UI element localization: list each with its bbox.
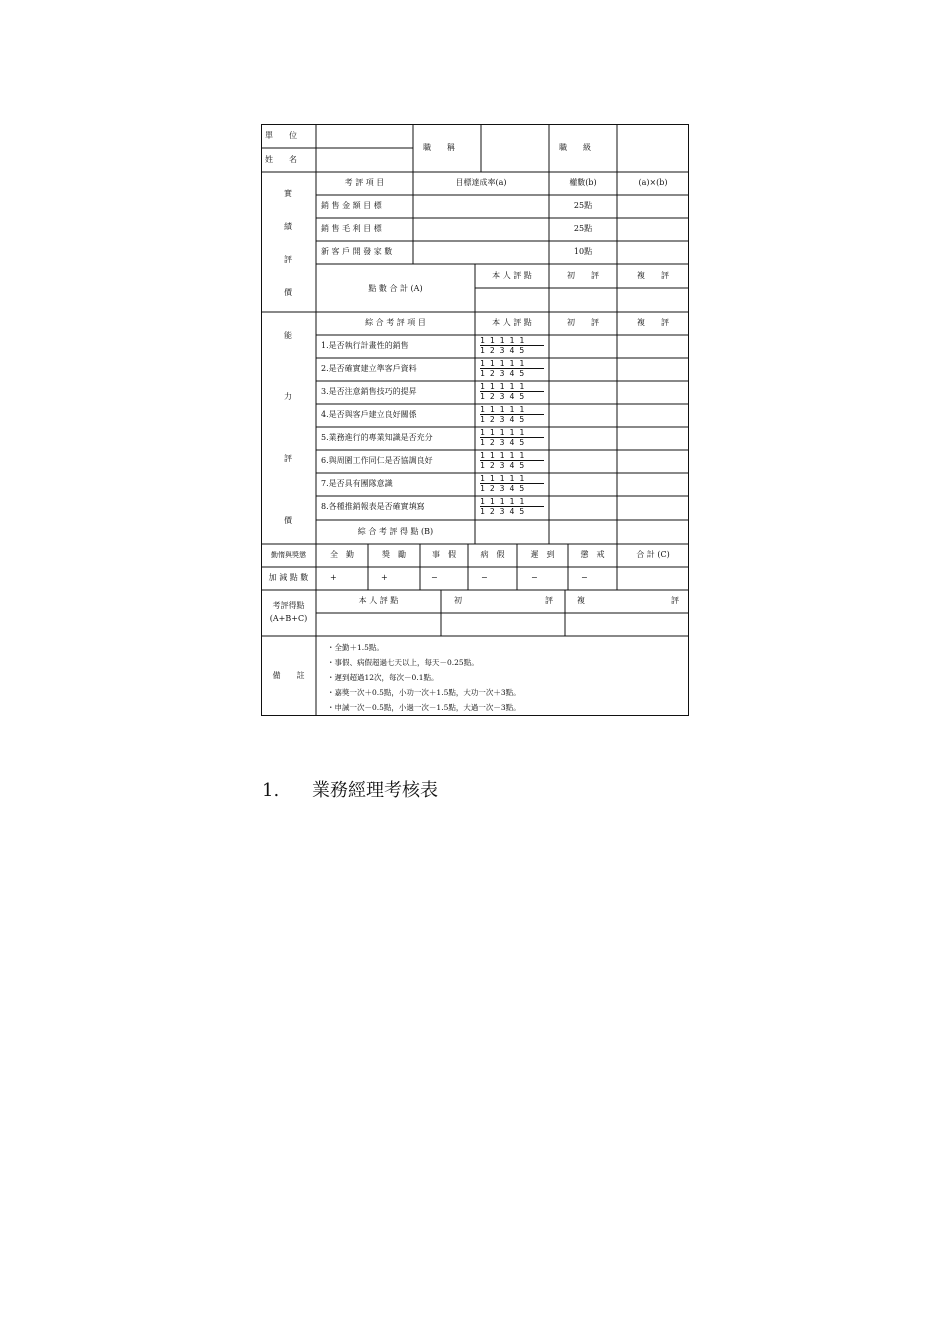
remark-line: ・事假、病假超過七天以上，每天－0.25點。 — [327, 658, 479, 667]
rating-scale[interactable] — [480, 382, 544, 401]
perf-evaluator-second: 複 評 — [637, 271, 669, 280]
scale-top: 1 — [480, 405, 485, 414]
scale-top: 1 — [509, 497, 515, 506]
scale-top: 1 — [489, 359, 495, 368]
scale-bottom: 2 — [489, 392, 495, 401]
score-label-line2: (A+B+C) — [269, 614, 308, 623]
scale-bottom: 3 — [499, 369, 505, 378]
ability-item: 6.與周圍工作同仁是否協調良好 — [321, 456, 433, 465]
scale-top: 1 — [509, 382, 515, 391]
remarks-label: 備 註 — [272, 671, 305, 680]
perf-item-label: 銷 售 金 額 目 標 — [321, 201, 382, 210]
scale-bottom: 3 — [499, 346, 505, 355]
scale-bottom: 3 — [499, 438, 505, 447]
attendance-col: 懲 戒 — [580, 550, 605, 559]
performance-section-char-1: 實 — [284, 189, 292, 198]
scale-top: 1 — [509, 428, 515, 437]
scale-top: 1 — [509, 336, 515, 345]
scale-top: 1 — [519, 405, 525, 414]
perf-evaluator-self: 本 人 評 點 — [492, 271, 532, 280]
score-col-first-b: 評 — [545, 596, 553, 605]
scale-bottom: 5 — [519, 438, 525, 447]
scale-bottom: 5 — [519, 484, 525, 493]
scale-top: 1 — [480, 359, 485, 368]
ability-col-self: 本 人 評 點 — [492, 318, 532, 327]
remark-line: ・全勤＋1.5點。 — [327, 643, 384, 652]
scale-bottom: 5 — [519, 369, 525, 378]
performance-section-char-4: 價 — [284, 288, 292, 297]
scale-top: 1 — [499, 474, 505, 483]
scale-bottom: 3 — [499, 484, 505, 493]
scale-bottom: 2 — [489, 438, 495, 447]
form-grid — [261, 124, 689, 716]
adjust-sign: − — [531, 573, 538, 582]
perf-total-label: 點 數 合 計 (A) — [368, 284, 423, 293]
scale-bottom: 3 — [499, 461, 505, 470]
perf-col-achievement: 目標達成率(a) — [455, 178, 507, 187]
scale-bottom: 4 — [509, 415, 515, 424]
scale-top: 1 — [489, 451, 495, 460]
attendance-label: 勤惰與獎懲 — [271, 551, 306, 559]
ability-section-char-1: 能 — [284, 331, 292, 340]
ability-section-char-4: 價 — [284, 516, 292, 525]
perf-col-item: 考 評 項 目 — [344, 178, 385, 187]
caption — [262, 776, 438, 802]
name-label: 姓 名 — [265, 155, 297, 164]
attendance-col: 全 勤 — [330, 550, 354, 559]
remark-line: ・嘉獎一次＋0.5點，小功一次＋1.5點，大功一次＋3點。 — [327, 688, 521, 697]
scale-bottom: 4 — [509, 484, 515, 493]
scale-top: 1 — [509, 451, 515, 460]
attendance-col: 遲 到 — [530, 550, 555, 559]
scale-top: 1 — [480, 497, 485, 506]
scale-top: 1 — [519, 474, 525, 483]
scale-top: 1 — [489, 474, 495, 483]
ability-col-second: 複 評 — [637, 318, 669, 327]
attendance-col-total: 合 計 (C) — [636, 550, 670, 559]
scale-bottom: 5 — [519, 507, 525, 516]
scale-top: 1 — [480, 451, 485, 460]
scale-bottom: 5 — [519, 415, 525, 424]
scale-bottom: 1 — [480, 392, 485, 401]
adjust-sign: − — [581, 573, 588, 582]
scale-bottom: 1 — [480, 415, 485, 424]
rating-scale[interactable] — [480, 336, 544, 355]
scale-top: 1 — [480, 336, 485, 345]
scale-top: 1 — [499, 359, 505, 368]
rating-scale[interactable] — [480, 497, 544, 516]
adjust-label: 加 減 點 數 — [268, 573, 309, 582]
scale-top: 1 — [489, 382, 495, 391]
ability-col-item: 綜 合 考 評 項 目 — [365, 318, 426, 327]
scale-top: 1 — [480, 428, 485, 437]
adjust-sign: + — [381, 573, 388, 582]
ability-section-char-2: 力 — [284, 392, 292, 401]
ability-item: 5.業務進行的專業知識是否充分 — [321, 433, 433, 442]
scale-bottom: 3 — [499, 507, 505, 516]
perf-col-product: (a)×(b) — [638, 178, 668, 187]
scale-top: 1 — [499, 336, 505, 345]
performance-section-char-3: 評 — [284, 255, 292, 264]
rating-scale[interactable] — [480, 451, 544, 470]
scale-bottom: 1 — [480, 507, 485, 516]
scale-bottom: 1 — [480, 461, 485, 470]
rating-scale[interactable] — [480, 474, 544, 493]
evaluation-form — [261, 124, 689, 716]
scale-top: 1 — [499, 451, 505, 460]
ability-item: 3.是否注意銷售技巧的提昇 — [321, 387, 417, 396]
scale-top: 1 — [519, 359, 525, 368]
scale-bottom: 4 — [509, 369, 515, 378]
scale-top: 1 — [480, 382, 485, 391]
scale-top: 1 — [499, 405, 505, 414]
scale-bottom: 1 — [480, 438, 485, 447]
scale-bottom: 2 — [489, 369, 495, 378]
scale-top: 1 — [499, 497, 505, 506]
scale-bottom: 1 — [480, 484, 485, 493]
scale-bottom: 5 — [519, 392, 525, 401]
rating-scale[interactable] — [480, 359, 544, 378]
remark-line: ・遲到超過12次，每次－0.1點。 — [327, 673, 439, 682]
scale-top: 1 — [499, 428, 505, 437]
ability-section-char-3: 評 — [284, 454, 292, 463]
scale-bottom: 4 — [509, 392, 515, 401]
ability-item: 1.是否執行計畫性的銷售 — [321, 341, 409, 350]
ability-total-label: 綜 合 考 評 得 點 (B) — [357, 527, 434, 536]
attendance-col: 獎 勵 — [382, 550, 406, 559]
title-label: 職 稱 — [423, 143, 455, 152]
scale-top: 1 — [519, 382, 525, 391]
scale-top: 1 — [519, 451, 525, 460]
score-col-second-b: 評 — [671, 596, 679, 605]
rating-scale[interactable] — [480, 428, 544, 447]
scale-top: 1 — [519, 497, 525, 506]
scale-top: 1 — [480, 474, 485, 483]
remarks-list — [327, 640, 521, 715]
scale-top: 1 — [509, 405, 515, 414]
scale-bottom: 5 — [519, 346, 525, 355]
scale-bottom: 2 — [489, 461, 495, 470]
scale-bottom: 3 — [499, 415, 505, 424]
scale-top: 1 — [509, 474, 515, 483]
ability-item: 4.是否與客戶建立良好關係 — [321, 410, 417, 419]
scale-top: 1 — [519, 428, 525, 437]
scale-top: 1 — [499, 382, 505, 391]
ability-col-first: 初 評 — [567, 318, 599, 327]
attendance-col: 事 假 — [432, 550, 456, 559]
scale-top: 1 — [489, 336, 495, 345]
scale-bottom: 3 — [499, 392, 505, 401]
grade-label: 職 級 — [559, 143, 591, 152]
attendance-col: 病 假 — [480, 550, 505, 559]
perf-item-weight: 10點 — [573, 247, 593, 256]
scale-bottom: 2 — [489, 484, 495, 493]
score-col-self: 本 人 評 點 — [358, 596, 399, 605]
scale-top: 1 — [519, 336, 525, 345]
adjust-sign: + — [330, 573, 337, 582]
rating-scale[interactable] — [480, 405, 544, 424]
scale-bottom: 2 — [489, 346, 495, 355]
caption-title: 業務經理考核表 — [312, 780, 438, 801]
scale-top: 1 — [489, 428, 495, 437]
perf-col-weight: 權數(b) — [569, 178, 597, 187]
scale-bottom: 4 — [509, 461, 515, 470]
scale-top: 1 — [509, 359, 515, 368]
adjust-sign: − — [431, 573, 438, 582]
score-col-first-a: 初 — [454, 596, 462, 605]
scale-bottom: 5 — [519, 461, 525, 470]
caption-number: 1. — [262, 780, 280, 801]
ability-item: 8.各種推銷報表是否確實填寫 — [321, 502, 425, 511]
perf-evaluator-first: 初 評 — [567, 271, 599, 280]
unit-label: 單 位 — [265, 131, 297, 140]
adjust-sign: − — [481, 573, 488, 582]
scale-bottom: 2 — [489, 415, 495, 424]
performance-section-char-2: 績 — [284, 222, 292, 231]
scale-bottom: 1 — [480, 346, 485, 355]
ability-item: 2.是否確實建立準客戶資料 — [321, 364, 417, 373]
scale-top: 1 — [489, 497, 495, 506]
perf-item-label: 銷 售 毛 利 目 標 — [321, 224, 382, 233]
scale-bottom: 1 — [480, 369, 485, 378]
scale-bottom: 4 — [509, 438, 515, 447]
remark-line: ・申誡一次－0.5點，小過一次－1.5點，大過一次－3點。 — [327, 703, 521, 712]
perf-item-weight: 25點 — [573, 201, 593, 210]
score-col-second-a: 複 — [577, 596, 585, 605]
ability-item: 7.是否具有團隊意識 — [321, 479, 393, 488]
scale-bottom: 4 — [509, 507, 515, 516]
score-label-line1: 考評得點 — [272, 601, 305, 610]
perf-item-label: 新 客 戶 開 發 家 數 — [321, 247, 393, 256]
perf-item-weight: 25點 — [573, 224, 593, 233]
scale-top: 1 — [489, 405, 495, 414]
scale-bottom: 2 — [489, 507, 495, 516]
scale-bottom: 4 — [509, 346, 515, 355]
